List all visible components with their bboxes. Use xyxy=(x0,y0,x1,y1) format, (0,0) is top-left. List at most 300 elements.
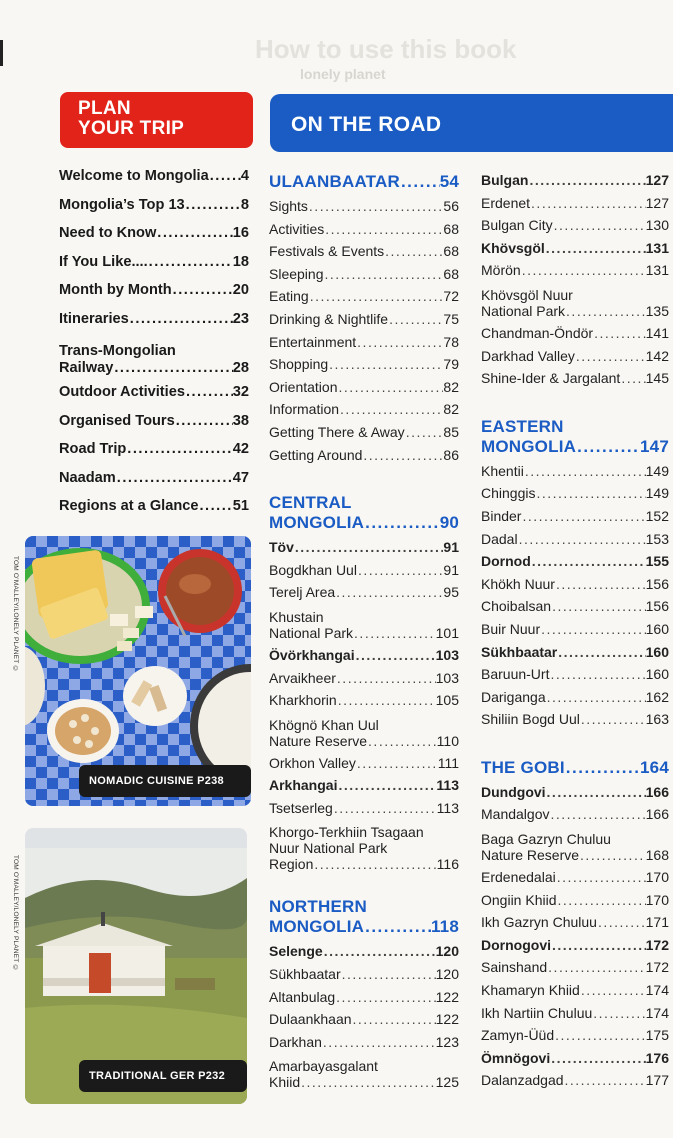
entry-label: Shopping xyxy=(269,356,329,373)
entry-label-line1: Khögnö Khan Uul xyxy=(269,716,379,733)
toc-entry-multiline xyxy=(269,609,459,644)
leader-dots xyxy=(364,513,440,533)
leader-dots xyxy=(339,401,443,417)
plan-item-label: Itineraries xyxy=(59,310,129,327)
plan-item xyxy=(59,168,249,197)
right-contents-column xyxy=(481,172,669,1095)
entry-label: Dundgovi xyxy=(481,783,546,800)
plan-item-page: 23 xyxy=(232,310,249,327)
leader-dots xyxy=(313,856,436,872)
leader-dots xyxy=(557,892,646,908)
entry-label: Övörkhangai xyxy=(269,646,355,663)
leader-dots xyxy=(521,508,645,524)
leader-dots xyxy=(564,1072,646,1088)
entry-label: Sükhbaatar xyxy=(481,643,558,660)
leader-dots xyxy=(199,498,233,514)
toc-entry xyxy=(269,966,459,989)
toc-entry xyxy=(269,777,459,800)
toc-entry xyxy=(269,1011,459,1034)
toc-entry xyxy=(481,784,669,807)
toc-entry xyxy=(481,485,669,508)
toc-entry xyxy=(269,755,459,778)
leader-dots xyxy=(530,195,646,211)
plan-your-trip-tab xyxy=(60,92,253,148)
entry-label: Khamaryn Khiid xyxy=(481,982,580,999)
leader-dots xyxy=(405,424,444,440)
toc-entry xyxy=(481,508,669,531)
toc-entry xyxy=(269,625,459,644)
leader-dots xyxy=(593,325,646,341)
entry-label: Getting Around xyxy=(269,446,363,463)
entry-page: 68 xyxy=(443,243,459,260)
entry-label: Dalanzadgad xyxy=(481,1072,564,1089)
entry-label: Ikh Nartiin Chuluu xyxy=(481,1004,593,1021)
toc-entry xyxy=(481,1005,669,1028)
entry-page: 120 xyxy=(435,943,459,960)
toc-entry xyxy=(481,806,669,829)
leader-dots xyxy=(300,1074,436,1090)
entry-page: 174 xyxy=(645,982,669,999)
entry-label: Dadal xyxy=(481,530,518,547)
entry-label-line1: Baga Gazryn Chuluu xyxy=(481,831,611,848)
leader-dots xyxy=(356,755,438,771)
toc-entry xyxy=(481,553,669,576)
plan-item xyxy=(59,384,249,413)
section-heading-row xyxy=(269,513,459,535)
plan-tab-line2: YOUR TRIP xyxy=(78,118,185,139)
plan-item-label: Organised Tours xyxy=(59,412,175,429)
on-the-road-tab: ON THE ROAD xyxy=(270,94,673,152)
entry-page: 125 xyxy=(435,1074,459,1091)
entry-page: 170 xyxy=(645,869,669,886)
plan-item-page: 28 xyxy=(232,360,249,376)
entry-page: 113 xyxy=(436,777,459,794)
toc-entry xyxy=(269,379,459,402)
entry-page: 79 xyxy=(443,356,459,373)
entry-page: 177 xyxy=(645,1072,669,1089)
leader-dots xyxy=(362,447,443,463)
toc-entry xyxy=(481,892,669,915)
toc-entry xyxy=(269,1074,459,1093)
entry-page: 118 xyxy=(430,917,459,937)
entry-label: Altanbulag xyxy=(269,988,336,1005)
plan-item-multiline xyxy=(59,343,249,376)
toc-entry xyxy=(481,644,669,667)
entry-page: 164 xyxy=(640,757,669,777)
entry-label: Sükhbaatar xyxy=(269,966,341,983)
toc-entry xyxy=(269,670,459,693)
entry-label: Getting There & Away xyxy=(269,423,405,440)
entry-label: Khentii xyxy=(481,462,524,479)
entry-page: 168 xyxy=(645,847,669,864)
leader-dots xyxy=(324,266,444,282)
entry-page: 68 xyxy=(443,220,459,237)
entry-label: National Park xyxy=(481,302,566,319)
entry-page: 82 xyxy=(443,401,459,418)
toc-entry-multiline xyxy=(269,824,459,875)
traditional-ger-caption: TRADITIONAL GER P232 xyxy=(79,1060,247,1092)
plan-item-label-line1: Trans-Mongolian xyxy=(59,343,176,359)
toc-entry xyxy=(481,348,669,371)
toc-entry xyxy=(269,856,459,875)
leader-dots xyxy=(579,847,646,863)
entry-label: National Park xyxy=(269,624,354,641)
entry-label: Arvaikheer xyxy=(269,669,336,686)
entry-label: Region xyxy=(269,856,314,873)
toc-entry xyxy=(269,198,459,221)
leader-dots xyxy=(148,254,233,270)
entry-label-line1: Khövsgöl Nuur xyxy=(481,286,573,303)
entry-label: MONGOLIA xyxy=(269,917,365,937)
leader-dots xyxy=(580,982,646,998)
entry-label: Kharkhorin xyxy=(269,692,337,709)
toc-entry xyxy=(269,424,459,447)
plan-item-page: 8 xyxy=(240,196,249,213)
toc-entry xyxy=(481,303,669,322)
toc-entry xyxy=(269,221,459,244)
plan-item xyxy=(59,225,249,254)
section-heading-row xyxy=(269,172,459,194)
page-edge-mark xyxy=(0,40,3,66)
entry-label: Eating xyxy=(269,288,309,305)
leader-dots xyxy=(535,485,645,501)
entry-label: Binder xyxy=(481,507,522,524)
plan-item-label: Mongolia’s Top 13 xyxy=(59,196,185,213)
leader-dots xyxy=(400,172,440,192)
plan-item-label: Need to Know xyxy=(59,225,157,241)
toc-entry xyxy=(481,240,669,263)
toc-entry xyxy=(269,311,459,334)
entry-page: 160 xyxy=(645,666,669,683)
section-heading xyxy=(269,172,459,194)
plan-item xyxy=(59,311,249,340)
entry-label: Information xyxy=(269,401,340,418)
entry-label: Erdenet xyxy=(481,194,531,211)
plan-item-page: 4 xyxy=(240,168,249,184)
entry-page: 160 xyxy=(645,643,669,660)
toc-entry xyxy=(269,733,459,752)
toc-entry xyxy=(269,243,459,266)
plan-item-page: 38 xyxy=(232,412,249,429)
leader-dots xyxy=(597,914,646,930)
toc-entry xyxy=(269,401,459,424)
plan-item-page: 32 xyxy=(232,384,249,400)
plan-item-page: 20 xyxy=(232,282,249,298)
entry-page: 160 xyxy=(645,620,669,637)
toc-entry xyxy=(481,1072,669,1095)
toc-entry xyxy=(481,1050,669,1073)
leader-dots xyxy=(353,625,436,641)
entry-label-line1: Amarbayasgalant xyxy=(269,1058,378,1075)
entry-label: Festivals & Events xyxy=(269,243,385,260)
plan-item xyxy=(59,413,249,442)
leader-dots xyxy=(546,689,646,705)
leader-dots xyxy=(546,784,646,800)
leader-dots xyxy=(518,531,646,547)
leader-dots xyxy=(551,598,646,614)
leader-dots xyxy=(356,334,443,350)
entry-label: Mandalgov xyxy=(481,806,550,823)
plan-item-label: Welcome to Mongolia xyxy=(59,168,209,184)
entry-label: Baruun-Urt xyxy=(481,666,550,683)
entry-label: Terelj Area xyxy=(269,584,336,601)
entry-page: 135 xyxy=(645,302,669,319)
entry-page: 149 xyxy=(645,462,669,479)
entry-page: 155 xyxy=(645,553,669,570)
leader-dots xyxy=(156,225,232,241)
entry-label: Zamyn-Üüd xyxy=(481,1027,555,1044)
leader-dots xyxy=(524,463,646,479)
leader-dots xyxy=(549,666,645,682)
entry-page: 170 xyxy=(645,891,669,908)
toc-entry xyxy=(481,217,669,240)
entry-page: 176 xyxy=(645,1049,669,1066)
toc-entry xyxy=(481,982,669,1005)
toc-entry xyxy=(269,266,459,289)
leader-dots xyxy=(294,539,444,555)
entry-label: Dulaankhaan xyxy=(269,1011,352,1028)
leader-dots xyxy=(209,168,241,184)
middle-contents-column xyxy=(269,172,459,1096)
toc-entry xyxy=(269,989,459,1012)
entry-label: Sights xyxy=(269,198,308,214)
entry-page: 91 xyxy=(443,539,459,556)
leader-dots xyxy=(557,644,645,660)
entry-page: 166 xyxy=(645,806,669,823)
entry-label: Shiliin Bogd Uul xyxy=(481,711,580,728)
leader-dots xyxy=(388,311,443,327)
entry-label: Nature Reserve xyxy=(269,732,368,749)
entry-page: 82 xyxy=(443,378,459,395)
toc-entry xyxy=(481,463,669,486)
entry-page: 72 xyxy=(443,288,459,305)
toc-entry xyxy=(269,447,459,470)
entry-page: 68 xyxy=(443,265,459,282)
entry-page: 113 xyxy=(436,799,459,816)
entry-page: 131 xyxy=(645,239,669,256)
entry-page: 122 xyxy=(435,1011,459,1028)
toc-entry xyxy=(269,356,459,379)
nomadic-cuisine-caption: NOMADIC CUISINE P238 xyxy=(79,765,251,797)
toc-entry-multiline xyxy=(269,1058,459,1093)
entry-page: 172 xyxy=(645,959,669,976)
section-heading xyxy=(481,417,669,459)
toc-entry xyxy=(481,666,669,689)
toc-entry xyxy=(269,334,459,357)
entry-label: MONGOLIA xyxy=(481,436,577,456)
leader-dots xyxy=(620,370,645,386)
entry-page: 103 xyxy=(435,669,459,686)
entry-label: Ongiin Khiid xyxy=(481,891,557,908)
entry-label: Khiid xyxy=(269,1074,301,1091)
leader-dots xyxy=(333,800,437,816)
toc-entry xyxy=(481,689,669,712)
toc-entry xyxy=(481,531,669,554)
leader-dots xyxy=(565,758,640,778)
entry-page: 163 xyxy=(645,711,669,728)
leader-dots xyxy=(545,240,646,256)
leader-dots xyxy=(364,917,431,937)
entry-label: Selenge xyxy=(269,943,323,960)
leader-dots xyxy=(328,356,443,372)
entry-label: Tsetserleg xyxy=(269,799,333,816)
plan-item xyxy=(59,254,249,283)
entry-page: 110 xyxy=(436,732,459,749)
photo-credit-1: TOM O’MALLEY/LONELY PLANET © xyxy=(12,556,19,673)
entry-page: 172 xyxy=(645,936,669,953)
entry-page: 116 xyxy=(436,856,459,873)
toc-entry xyxy=(269,562,459,585)
toc-entry xyxy=(481,869,669,892)
section-heading-line1: EASTERN xyxy=(481,416,564,436)
leader-dots xyxy=(323,943,436,959)
entry-page: 95 xyxy=(443,584,459,601)
toc-entry xyxy=(269,539,459,562)
entry-page: 130 xyxy=(645,217,669,234)
entry-page: 127 xyxy=(645,194,669,211)
toc-entry xyxy=(481,621,669,644)
entry-label: Bulgan City xyxy=(481,217,553,234)
entry-label: Ikh Gazryn Chuluu xyxy=(481,914,597,931)
leader-dots xyxy=(556,869,646,885)
entry-label-line2: Nuur National Park xyxy=(269,840,388,857)
toc-entry xyxy=(481,711,669,734)
plan-item-page: 51 xyxy=(232,498,249,514)
leader-dots xyxy=(554,1027,646,1043)
leader-dots xyxy=(116,470,233,486)
plan-item-page: 18 xyxy=(232,253,249,270)
section-heading-line1: CENTRAL xyxy=(269,493,352,513)
entry-page: 101 xyxy=(435,624,459,641)
plan-item xyxy=(59,197,249,226)
entry-page: 122 xyxy=(435,988,459,1005)
plan-item-label: Naadam xyxy=(59,469,116,486)
entry-label: Choibalsan xyxy=(481,598,552,615)
leader-dots xyxy=(580,711,646,727)
plan-item-label: Outdoor Activities xyxy=(59,384,185,400)
plan-item-page: 42 xyxy=(232,441,249,457)
leader-dots xyxy=(185,197,241,213)
entry-page: 105 xyxy=(435,692,459,709)
entry-page: 152 xyxy=(645,507,669,524)
entry-label: Bogdkhan Uul xyxy=(269,561,357,578)
leader-dots xyxy=(309,288,444,304)
entry-page: 131 xyxy=(645,262,669,279)
entry-page: 174 xyxy=(645,1004,669,1021)
entry-page: 166 xyxy=(645,783,669,800)
entry-label: Töv xyxy=(269,539,294,556)
entry-label: MONGOLIA xyxy=(269,513,365,533)
entry-label: Erdenedalai xyxy=(481,869,556,886)
leader-dots xyxy=(367,733,437,749)
entry-page: 86 xyxy=(443,446,459,463)
leader-dots xyxy=(592,1005,645,1021)
section-heading-row xyxy=(481,437,669,459)
leader-dots xyxy=(384,243,443,259)
leader-dots xyxy=(337,692,436,708)
leader-dots xyxy=(172,282,233,298)
entry-label: Darkhan xyxy=(269,1033,322,1050)
entry-page: 127 xyxy=(645,172,669,188)
entry-label: THE GOBI xyxy=(481,757,565,777)
plan-item-label: Road Trip xyxy=(59,441,127,457)
entry-page: 111 xyxy=(437,754,459,771)
entry-label: Ömnögovi xyxy=(481,1049,551,1066)
leader-dots xyxy=(126,441,232,457)
plan-contents-list xyxy=(59,168,249,527)
entry-label: Arkhangai xyxy=(269,777,338,794)
entry-label: Bulgan xyxy=(481,172,529,188)
section-heading xyxy=(269,493,459,535)
bleed-through-brand: lonely planet xyxy=(300,66,386,82)
plan-item-label: If You Like.... xyxy=(59,253,148,270)
entry-page: 90 xyxy=(439,513,459,533)
plan-item-page: 47 xyxy=(232,469,249,486)
plan-item xyxy=(59,441,249,470)
leader-dots xyxy=(357,562,443,578)
leader-dots xyxy=(337,379,443,395)
leader-dots xyxy=(336,670,436,686)
plan-tab-line1: PLAN xyxy=(78,98,131,119)
entry-page: 91 xyxy=(443,561,459,578)
entry-label: Sainshand xyxy=(481,959,548,976)
section-heading xyxy=(481,758,669,780)
leader-dots xyxy=(531,553,646,569)
entry-label: Sleeping xyxy=(269,265,324,282)
entry-page: 123 xyxy=(435,1033,459,1050)
toc-entry xyxy=(481,1027,669,1050)
plan-item xyxy=(59,282,249,311)
toc-entry xyxy=(481,172,669,195)
toc-entry xyxy=(481,959,669,982)
entry-page: 145 xyxy=(645,370,669,387)
entry-label: Shine-Ider & Jargalant xyxy=(481,370,621,387)
toc-entry xyxy=(481,262,669,285)
toc-entry-multiline xyxy=(481,831,669,866)
section-heading-row xyxy=(481,758,669,780)
plan-item-label: Regions at a Glance xyxy=(59,498,199,514)
toc-entry xyxy=(481,847,669,866)
leader-dots xyxy=(322,1034,436,1050)
toc-entry-multiline xyxy=(269,717,459,752)
leader-dots xyxy=(335,989,435,1005)
section-heading-row xyxy=(269,917,459,939)
entry-page: 156 xyxy=(645,598,669,615)
entry-page: 153 xyxy=(645,530,669,547)
entry-page: 142 xyxy=(645,347,669,364)
leader-dots xyxy=(175,413,233,429)
entry-label: Entertainment xyxy=(269,333,357,350)
toc-entry xyxy=(269,800,459,823)
leader-dots xyxy=(521,262,646,278)
entry-page: 78 xyxy=(443,333,459,350)
entry-page: 156 xyxy=(645,575,669,592)
entry-page: 149 xyxy=(645,485,669,502)
leader-dots xyxy=(565,303,646,319)
entry-label: Chandman-Öndör xyxy=(481,324,594,341)
toc-entry xyxy=(269,288,459,311)
plan-item-label: Month by Month xyxy=(59,282,172,298)
leader-dots xyxy=(540,621,646,637)
entry-page: 85 xyxy=(443,423,459,440)
plan-item xyxy=(59,498,249,527)
leader-dots xyxy=(324,221,443,237)
entry-label-line1: Khorgo-Terkhiin Tsagaan xyxy=(269,824,424,841)
leader-dots xyxy=(528,172,645,188)
entry-label: Nature Reserve xyxy=(481,847,580,864)
toc-entry xyxy=(481,914,669,937)
leader-dots xyxy=(337,777,436,793)
